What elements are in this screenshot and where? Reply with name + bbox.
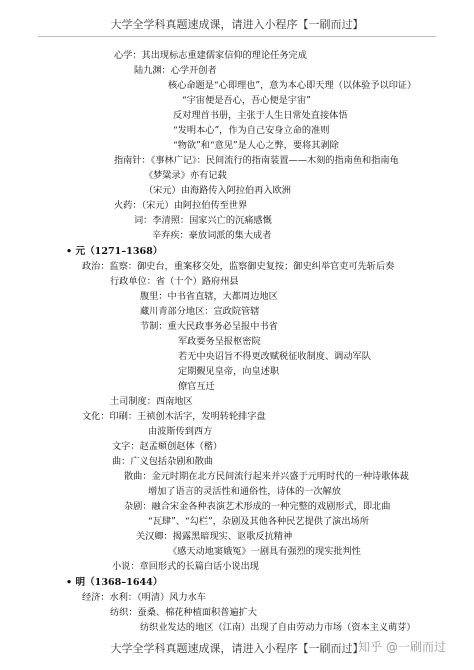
outline-line: “发明本心”，作为自己安身立命的准则 (173, 125, 330, 136)
outline-line: 僚官互迁 (178, 381, 215, 392)
outline-line: 散曲：金元时期在北方民间流行起来并兴盛于元明时代的一种诗歌体裁 (124, 471, 409, 482)
outline-line: 土司制度：西南地区 (110, 396, 193, 407)
watermark: 知乎 @一刷而过 (358, 640, 446, 654)
outline-line: 指南针：《事林广记》：民间流行的指南装置——木刻的指南鱼和指南龟 (114, 155, 399, 166)
outline-line: 纺织业发达的地区（江南）出现了自由劳动力市场（资本主义萌芽） (140, 622, 416, 633)
outline-line: 词：李清照：国家兴亡的沉痛感慨 (134, 215, 272, 226)
outline-line: 经济：水利：（明清）风力水车 (82, 592, 207, 603)
section-heading-ming: • 明（1368–1644） (66, 577, 163, 588)
outline-line: 文字：赵孟頫创赵体（楷） (112, 441, 223, 452)
outline-line: 政治：监察：御史台，重案移交处，监察御史复按；御史纠举官吏可先斩后奏 (82, 261, 395, 272)
outline-line: “宇宙便是吾心，吾心便是宇宙” (182, 95, 311, 106)
outline-line: 节制：重大民政事务必呈报中书省 (140, 321, 278, 332)
outline-line: 曲：广义包括杂剧和散曲 (112, 456, 214, 467)
outline-line: 火药：（宋元）由阿拉伯传至世界 (114, 200, 248, 211)
outline-line: （宋元）由海路传入阿拉伯再入欧洲 (144, 185, 291, 196)
outline-line: 关汉卿：揭露黑暗现实、讴歌反抗精神 (136, 531, 293, 542)
outline-line: 辛弃疾：豪放词派的集大成者 (152, 230, 272, 241)
outline-line: 定期觐见皇帝，向皇述职 (178, 366, 280, 377)
outline-line: 杂剧：融合宋金各种表演艺术形成的一种完整的戏剧形式，即北曲 (124, 501, 391, 512)
outline-line: 小说：章回形式的长篇白话小说出现 (112, 561, 259, 572)
outline-line: 反对理首书册，主张于人生日常处直接体悟 (173, 110, 348, 121)
outline-line: 行政单位：省（十个）路府州县 (110, 276, 239, 287)
outline-line: 若无中央诏旨不得更改赋税征收制度、调动军队 (178, 351, 371, 362)
outline-line: 腹里：中书省直辖，大都周边地区 (140, 291, 278, 302)
outline-line: 《梦粱录》亦有记载 (144, 170, 227, 181)
header-divider (38, 36, 436, 37)
outline-line: 纺织：蚕桑、棉花种植面积普遍扩大 (110, 607, 257, 618)
outline-line: 增加了语言的灵活性和通俗性，诗体的一次解放 (148, 486, 341, 497)
page-header: 大学全学科真题速成课，请进入小程序【一刷而过】 (110, 18, 364, 31)
outline-line: 《感天动地窦娥冤》一剧具有强烈的现实批判性 (168, 546, 361, 557)
outline-line: 藏川青部分地区：宣政院管辖 (140, 306, 260, 317)
outline-line: 文化：印刷：王祯创木活字，发明转轮排字盘 (82, 411, 266, 422)
section-heading-yuan: • 元（1271–1368） (66, 246, 163, 257)
outline-line: 核心命题是“心即理也”，意为本心即天理（以体验予以印证） (168, 80, 417, 91)
outline-line: 心学：其出现标志重建儒家信仰的理论任务完成 (114, 50, 307, 61)
page-footer: 大学全学科真题速成课，请进入小程序【一刷而过】 (110, 642, 364, 655)
outline-line: 军政要务呈报枢密院 (178, 336, 261, 347)
outline-line: “瓦肆”、“勾栏”，杂剧及其他各种民艺提供了演出场所 (148, 516, 369, 527)
outline-line: 由波斯传到西方 (148, 426, 213, 437)
outline-line: “物欲”和“意见”是人心之弊，要将其剥除 (173, 140, 339, 151)
outline-line: 陆九渊：心学开创者 (134, 65, 217, 76)
